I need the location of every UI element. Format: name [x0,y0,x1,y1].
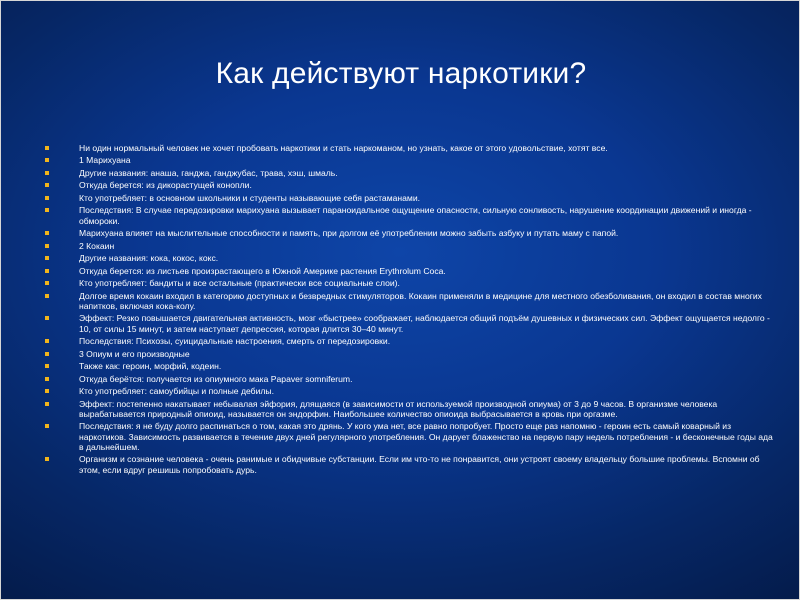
bullet-item [43,386,773,396]
square-bullet-icon [45,171,49,175]
square-bullet-icon [45,196,49,200]
bullet-text: 2 Кокаин [79,240,115,251]
bullet-item [43,336,773,346]
bullet-item [43,399,773,420]
bullet-item [43,253,773,263]
square-bullet-icon [45,158,49,162]
bullet-text: Кто употребляет: бандиты и все остальные (практически все социальные слои). [79,278,400,289]
bullet-item [43,278,773,288]
bullet-text: Последствия: В случае передозировки марихуана вызывает параноидальное ощущение опасности, сильную сонливость, нарушение координации движений и иногда - обмороки. [79,205,752,226]
square-bullet-icon [45,402,49,406]
square-bullet-icon [45,377,49,381]
bullet-item [43,421,773,452]
bullet-text: Другие названия: кока, кокос, кокс. [79,253,219,264]
bullet-text: Последствия: Психозы, суицидальные настроения, смерть от передозировки. [79,336,391,347]
bullet-item [43,155,773,165]
square-bullet-icon [45,281,49,285]
bullet-list [43,143,773,477]
square-bullet-icon [45,208,49,212]
bullet-item [43,361,773,371]
bullet-item [43,454,773,475]
bullet-text: 1 Марихуана [79,155,131,166]
square-bullet-icon [45,339,49,343]
bullet-item [43,313,773,334]
square-bullet-icon [45,256,49,260]
square-bullet-icon [45,424,49,428]
square-bullet-icon [45,316,49,320]
bullet-item [43,374,773,384]
square-bullet-icon [45,352,49,356]
bullet-text: Ни один нормальный человек не хочет пробовать наркотики и стать наркоманом, но узнать, какое от этого удовольствие, хотят все. [79,143,608,153]
bullet-text: 3 Опиум и его производные [79,348,190,359]
bullet-item [43,180,773,190]
bullet-item [43,228,773,238]
bullet-text: Организм и сознание человека - очень ранимые и обидчивые субстанции. Если им что-то не понравится, они устроят своему владельцу большие проблемы. Вспомни об этом, если вдруг решишь попробовать дурь. [79,454,760,475]
square-bullet-icon [45,269,49,273]
square-bullet-icon [45,294,49,298]
bullet-item [43,291,773,312]
square-bullet-icon [45,389,49,393]
bullet-item [43,205,773,226]
square-bullet-icon [45,364,49,368]
square-bullet-icon [45,183,49,187]
bullet-text: Кто употребляет: в основном школьники и студенты называющие себя растаманами. [79,192,421,203]
bullet-text: Кто употребляет: самоубийцы и полные дебилы. [79,386,274,397]
bullet-text: Также как: героин, морфий, кодеин. [79,361,222,372]
bullet-text: Эффект: постепенно накатывает небывалая эйфория, длящаяся (в зависимости от используемой производной опиума) от 3 до 9 часов. В организме человека вырабатывается природный опиоид, называется он эндорфин. Наибольшее количество опиоида выбрасывается в кровь при оргазме. [79,398,718,419]
bullet-item [43,193,773,203]
square-bullet-icon [45,146,49,150]
bullet-text: Долгое время кокаин входил в категорию доступных и безвредных стимуляторов. Кокаин применяли в медицине для местного обезболивания, он входил в состав многих напитков, включая кока-колу. [79,290,762,311]
bullet-text: Другие названия: анаша, ганджа, ганджубас, трава, хэш, шмаль. [79,167,338,178]
bullet-text: Откуда берется: из дикорастущей конопли. [79,180,252,191]
bullet-item [43,266,773,276]
bullet-item [43,349,773,359]
square-bullet-icon [45,457,49,461]
square-bullet-icon [45,244,49,248]
bullet-text: Откуда берётся: получается из опиумного мака Papaver somniferum. [79,373,353,384]
bullet-item [43,168,773,178]
bullet-text: Эффект: Резко повышается двигательная активность, мозг «быстрее» соображает, наблюдается общий подъём душевных и физических сил. Эффект ощущается недолго - 10, от силы 15 минут, и затем наступает депрессия, которая длится 30–40 минут. [79,313,770,334]
bullet-text: Марихуана влияет на мыслительные способности и память, при долгом её употреблении можно забыть азбуку и путать маму с папой. [79,228,619,239]
bullet-text: Последствия: я не буду долго распинаться о том, какая это дрянь. У кого ума нет, все равно попробует. Просто еще раз напомню - героин есть самый коварный из наркотиков. Зависимость развивается в течение двух дней регулярного употребления. Он дарует блаженство на первую пару недель потребления - и бесконечные годы ада в дальнейшем. [79,421,773,452]
bullet-text: Откуда берется: из листьев произрастающего в Южной Америке растения Erythrolum Coca. [79,265,446,276]
bullet-item [43,143,773,153]
bullet-item [43,241,773,251]
slide-title: Как действуют наркотики? [215,57,587,90]
square-bullet-icon [45,231,49,235]
